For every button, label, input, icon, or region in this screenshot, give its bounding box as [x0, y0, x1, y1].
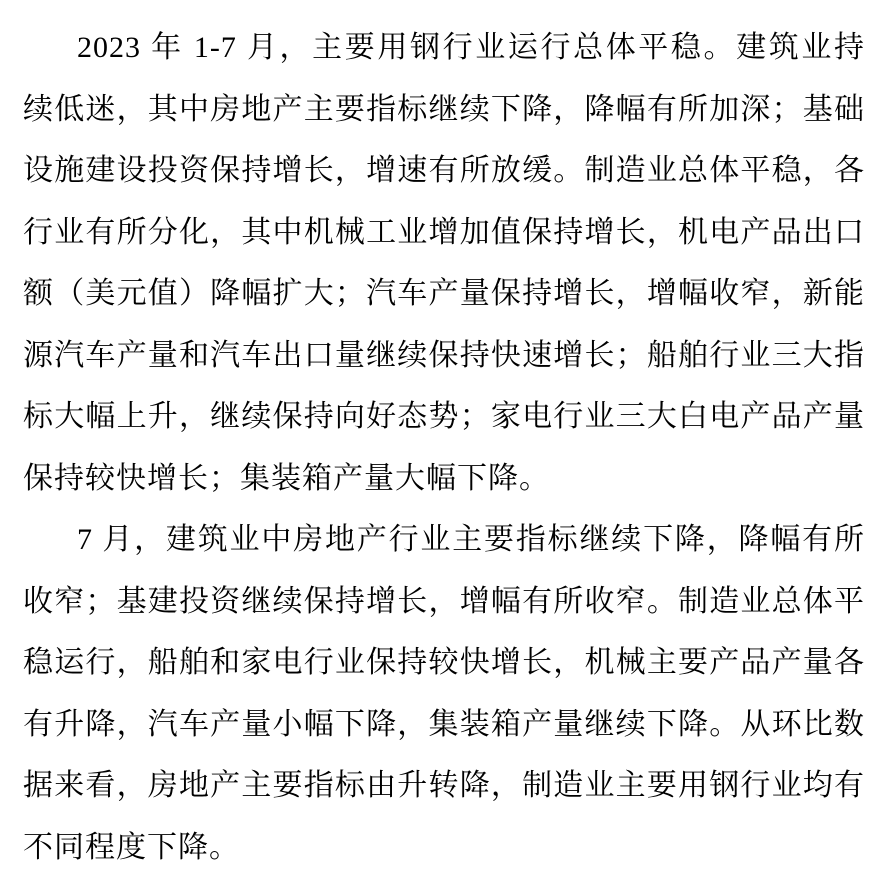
paragraph-overview [23, 17, 865, 509]
text-line: 不同程度下降。 [23, 830, 240, 864]
text-line: 续低迷，其中房地产主要指标继续下降，降幅有所加深；基础 [23, 92, 865, 126]
text-line: 7 月，建筑业中房地产行业主要指标继续下降，降幅有所 [77, 523, 865, 556]
paragraph-july [23, 509, 865, 878]
text-line: 设施建设投资保持增长，增速有所放缓。制造业总体平稳，各 [23, 154, 865, 187]
text-line: 收窄；基建投资继续保持增长，增幅有所收窄。制造业总体平 [23, 584, 865, 618]
text-line: 标大幅上升，继续保持向好态势；家电行业三大白电产品产量 [23, 400, 865, 433]
text-line: 据来看，房地产主要指标由升转降，制造业主要用钢行业均有 [23, 769, 865, 802]
text-line: 行业有所分化，其中机械工业增加值保持增长，机电产品出口 [23, 215, 865, 249]
text-line: 有升降，汽车产量小幅下降，集装箱产量继续下降。从环比数 [23, 707, 865, 741]
text-line: 保持较快增长；集装箱产量大幅下降。 [23, 461, 550, 495]
text-line: 源汽车产量和汽车出口量继续保持快速增长；船舶行业三大指 [23, 338, 865, 372]
text-line: 额（美元值）降幅扩大；汽车产量保持增长，增幅收窄，新能 [23, 277, 865, 310]
text-line: 稳运行，船舶和家电行业保持较快增长，机械主要产品产量各 [23, 646, 865, 679]
text-line: 2023 年 1-7 月，主要用钢行业运行总体平稳。建筑业持 [77, 31, 865, 64]
